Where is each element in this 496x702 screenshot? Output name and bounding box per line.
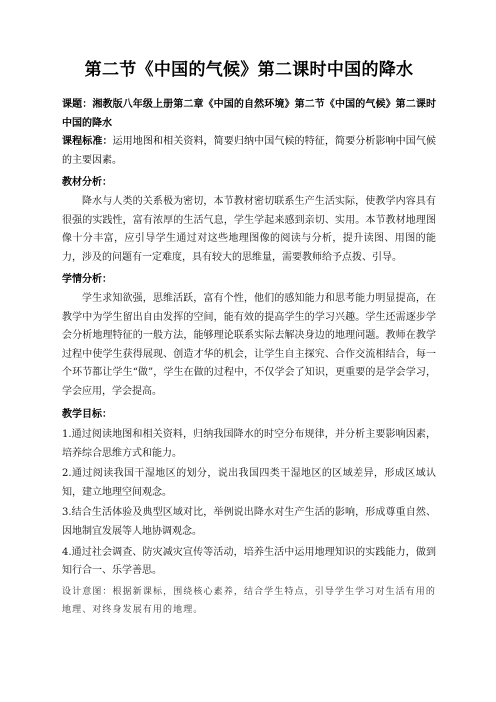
material-analysis-text: 降水与人类的关系极为密切，本节教材密切联系生产生活实际，使教学内容具有很强的实践性，富有浓厚的生活气息，学生学起来感到亲切、实用。本节教材地理图像十分丰富，应引导学生通过对这些地理图像的阅读与分析，提升读图、用图的能力，涉及的问题有一定难度，具有较大的思维量，需要教师给予点拨、引导。: [62, 195, 436, 263]
design-intent-note: 设计意图：根据新课标，围绕核心素养，结合学生特点，引导学生学习对生活有用的地理、对终身发展有用的地理。: [62, 586, 436, 615]
objective-item-4: 4.通过社会调查、防灾减灾宣传等活动，培养生活中运用地理知识的实践能力，做到知行合一、乐学善思。: [62, 546, 436, 577]
student-analysis-text: 学生求知欲强，思维活跃，富有个性，他们的感知能力和思考能力明显提高，在教学中为学生留出自由发挥的空间，能有效的提高学生的学习兴趣。学生还需逐步学会分析地理特征的一般方法，能够理论联系实际去解决身边的地理问题。教师在教学过程中使学生获得展现、创造才华的机会，让学生自主探究、合作交流相结合，每一个环节都让学生“做”，学生在做的过程中，不仅学会了知识，更重要的是学会学习，学会应用，学会提高。: [62, 292, 436, 397]
objective-item-2: 2.通过阅读我国干湿地区的划分，说出我国四类干湿地区的区域差异，形成区域认知，建立地理空间观念。: [62, 468, 436, 498]
material-analysis-heading: 教材分析：: [62, 177, 112, 189]
objectives-heading: 教学目标：: [62, 408, 112, 420]
objective-item-3: 3.结合生活体验及典型区域对比，举例说出降水对生产生活的影响，形成尊重自然、因地制宜发展等人地协调观念。: [62, 507, 436, 538]
course-standard-label: 课程标准：: [62, 136, 113, 148]
document-title: 第二节《中国的气候》第二课时中国的降水: [84, 60, 414, 80]
objective-item-1: 1.通过阅读地图和相关资料，归纳我国降水的时空分布规律，并分析主要影响因素，培养综合思维方式和能力。: [62, 429, 436, 459]
document-page: [62, 58, 436, 619]
topic-text: 湘教版八年级上册第二章《中国的自然环境》第二节《中国的气候》第二课时中国的降水: [62, 99, 437, 129]
topic-label: 课题：: [62, 99, 93, 110]
student-analysis-heading: 学情分析：: [62, 274, 112, 286]
topic-line: [62, 96, 436, 133]
course-standard: [62, 133, 436, 170]
course-standard-text: 运用地图和相关资料，简要归纳中国气候的特征，简要分析影响中国气候的主要因素。: [62, 136, 437, 166]
